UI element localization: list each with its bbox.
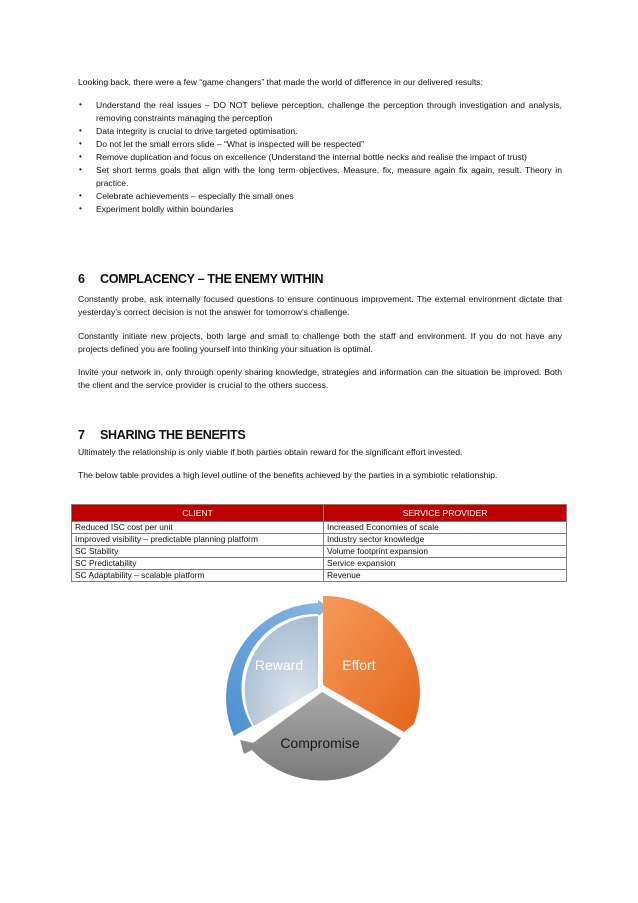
table-cell: SC Adaptability – scalable platform xyxy=(72,570,324,582)
table-row xyxy=(72,522,567,534)
section-7-heading xyxy=(78,427,245,443)
section-number: 7 xyxy=(78,428,85,442)
section-6-paragraph: Constantly initiate new projects, both large and small to challenge both the staff and environment. If you do not have any projects defined you are fooling yourself into thinking your situation is optimal. xyxy=(78,331,562,354)
section-7-paragraph: Ultimately the relationship is only viable if both parties obtain reward for the significant effort invested. xyxy=(78,447,463,457)
list-item: • Do not let the small errors slide – “What is inspected will be respected” xyxy=(79,138,364,149)
bullet-icon: • xyxy=(79,191,82,201)
table-cell: Industry sector knowledge xyxy=(324,534,567,546)
table-row xyxy=(72,546,567,558)
list-item: • Remove duplication and focus on excellence (Understand the internal bottle necks and realise the impact of trust) xyxy=(79,152,527,163)
section-6-paragraph: Invite your network in, only through openly sharing knowledge, strategies and information can the situation be improved. Both the client and the service provider is crucial to the others success. xyxy=(78,367,562,390)
table-row xyxy=(72,558,567,570)
table-cell: SC Stability xyxy=(72,546,324,558)
table-cell: Improved visibility – predictable planning platform xyxy=(72,534,324,546)
list-item: • Celebrate achievements – especially the small ones xyxy=(79,191,294,202)
section-7-paragraph: The below table provides a high level outline of the benefits achieved by the parties in a symbiotic relationship. xyxy=(78,470,498,480)
section-6-heading xyxy=(78,271,323,287)
reward-label: Reward xyxy=(254,657,304,673)
list-item: • Set short terms goals that align with the long term objectives. Measure, fix, measure again fix again, result. Theory in practice. xyxy=(79,165,562,188)
table-row xyxy=(72,570,567,582)
bullet-icon: • xyxy=(79,138,82,148)
benefits-table xyxy=(71,504,567,582)
section-title: COMPLACENCY – THE ENEMY WITHIN xyxy=(100,272,324,286)
section-6-paragraph: Constantly probe, ask internally focused questions to ensure continuous improvement. The external environment dictate that yesterday’s correct decision is not the answer for tomorrow’s challenge. xyxy=(78,294,562,317)
list-item: • Data integrity is crucial to drive targeted optimisation. xyxy=(79,125,298,136)
game-changers-list xyxy=(78,99,562,217)
table-cell: Service expansion xyxy=(324,558,567,570)
compromise-label: Compromise xyxy=(280,735,360,751)
table-cell: Volume footprint expansion xyxy=(324,546,567,558)
list-item: • Understand the real issues – DO NOT believe perception, challenge the perception through investigation and analysis, removing constraints managing the perception xyxy=(79,100,562,123)
table-row xyxy=(72,534,567,546)
intro-text: Looking back, there were a few “game changers” that made the world of difference in our delivered results: xyxy=(78,77,483,87)
bullet-icon: • xyxy=(79,204,82,214)
table-cell: Increased Economies of scale xyxy=(324,522,567,534)
section-title: SHARING THE BENEFITS xyxy=(100,428,246,442)
bullet-icon: • xyxy=(79,152,82,162)
section-number: 6 xyxy=(78,272,85,286)
bullet-icon: • xyxy=(79,100,82,109)
effort-label: Effort xyxy=(342,657,376,673)
table-cell: SC Predictability xyxy=(72,558,324,570)
header-client: CLIENT xyxy=(72,505,324,522)
list-item: • Experiment boldly within boundaries xyxy=(79,204,234,215)
table-cell: Reduced ISC cost per unit xyxy=(72,522,324,534)
bullet-icon: • xyxy=(79,125,82,135)
table-header-row xyxy=(72,505,567,522)
table-cell: Revenue xyxy=(324,570,567,582)
header-service-provider: SERVICE PROVIDER xyxy=(324,505,567,522)
effort-reward-cycle-diagram xyxy=(218,592,428,792)
bullet-icon: • xyxy=(79,165,82,175)
